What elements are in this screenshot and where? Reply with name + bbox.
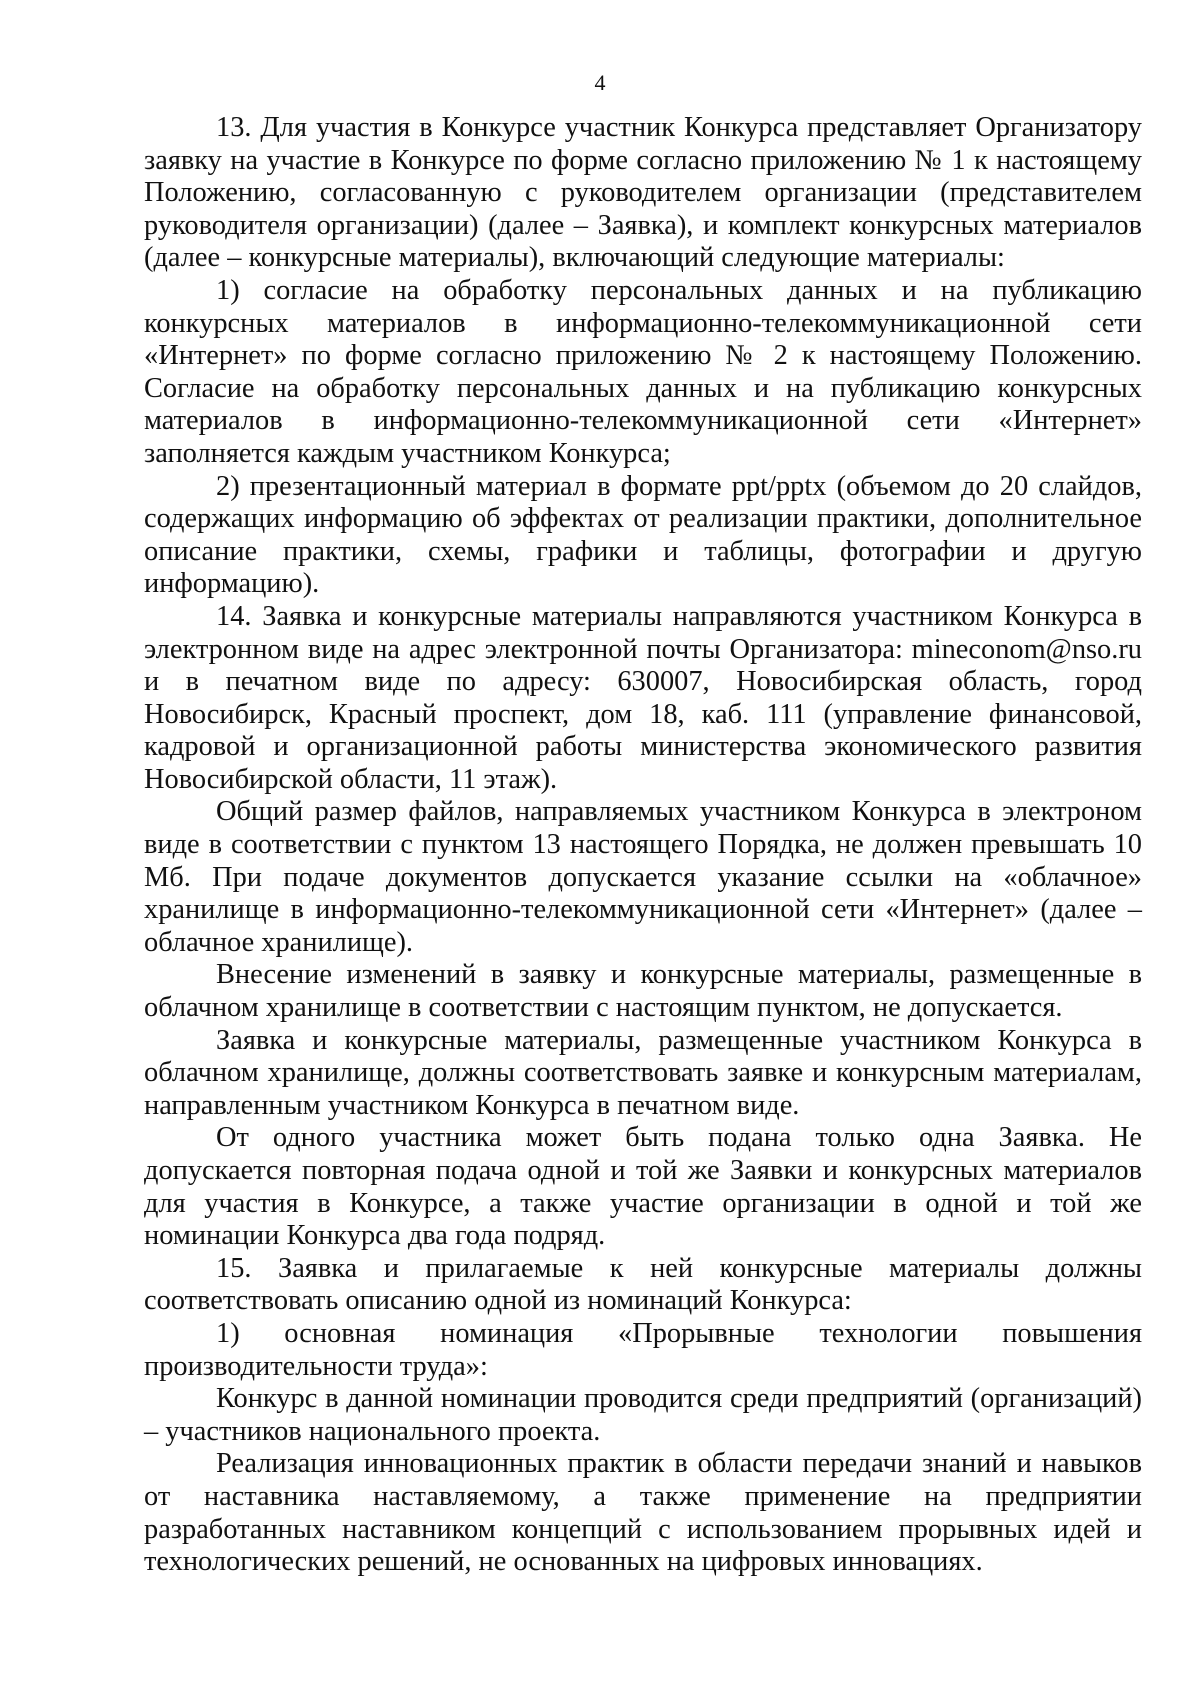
paragraph-13-item-1-consent: 1) согласие на обработку персональных данных и на публикацию конкурсных материалов в информационно-телекоммуникационной сети «Интернет» по форме согласно приложению № 2 к настоящему Положению. Согласие на обработку персональных данных и на публикацию конкурсных материалов в информационно-телекоммуникационной сети «Интернет» заполняется каждым участником Конкурса; xyxy=(144,274,1142,469)
paragraph-one-application: От одного участника может быть подана только одна Заявка. Не допускается повторная подача одной и той же Заявки и конкурсных материалов для участия в Конкурсе, а также участие организации в одной и той же номинации Конкурса два года подряд. xyxy=(144,1122,1142,1252)
paragraph-file-size: Общий размер файлов, направляемых участником Конкурса в электроном виде в соответствии с пунктом 13 настоящего Порядка, не должен превышать 10 Мб. При подаче документов допускается указание ссылки на «облачное» хранилище в информационно-телекоммуникационной сети «Интернет» (далее – облачное хранилище). xyxy=(144,796,1142,958)
paragraph-cloud-conformity: Заявка и конкурсные материалы, размещенные участником Конкурса в облачном хранилище, должны соответствовать заявке и конкурсным материалам, направленным участником Конкурса в печатном виде. xyxy=(144,1024,1142,1121)
paragraph-nomination-participants: Конкурс в данной номинации проводится среди предприятий (организаций) – участников национального проекта. xyxy=(144,1383,1142,1447)
document-body xyxy=(144,112,1142,1579)
paragraph-15-nominations: 15. Заявка и прилагаемые к ней конкурсные материалы должны соответствовать описанию одной из номинаций Конкурса: xyxy=(144,1252,1142,1317)
paragraph-14-submission: 14. Заявка и конкурсные материалы направляются участником Конкурса в электронном виде на адрес электронной почты Организатора: mineconom@nso.ru и в печатном виде по адресу: 630007, Новосибирская область, город Новосибирск, Красный проспект, дом 18, каб. 111 (управление финансовой, кадровой и организационной работы министерства экономического развития Новосибирской области, 11 этаж). xyxy=(144,600,1142,795)
paragraph-nomination-description: Реализация инновационных практик в области передачи знаний и навыков от наставника наставляемому, а также применение на предприятии разработанных наставником концепций с использованием прорывных идей и технологических решений, не основанных на цифровых инновациях. xyxy=(144,1448,1142,1578)
paragraph-13-item-2-presentation: 2) презентационный материал в формате ppt/pptx (объемом до 20 слайдов, содержащих информацию об эффектах от реализации практики, дополнительное описание практики, схемы, графики и таблицы, фотографии и другую информацию). xyxy=(144,470,1142,600)
paragraph-no-changes: Внесение изменений в заявку и конкурсные материалы, размещенные в облачном хранилище в соответствии с настоящим пунктом, не допускается. xyxy=(144,959,1142,1024)
paragraph-13-application: 13. Для участия в Конкурсе участник Конкурса представляет Организатору заявку на участие в Конкурсе по форме согласно приложению № 1 к настоящему Положению, согласованную с руководителем организации (представителем руководителя организации) (далее – Заявка), и комплект конкурсных материалов (далее – конкурсные материалы), включающий следующие материалы: xyxy=(144,112,1142,274)
page-number: 4 xyxy=(594,70,606,95)
paragraph-15-item-1-nomination: 1) основная номинация «Прорывные технологии повышения производительности труда»: xyxy=(144,1317,1142,1382)
